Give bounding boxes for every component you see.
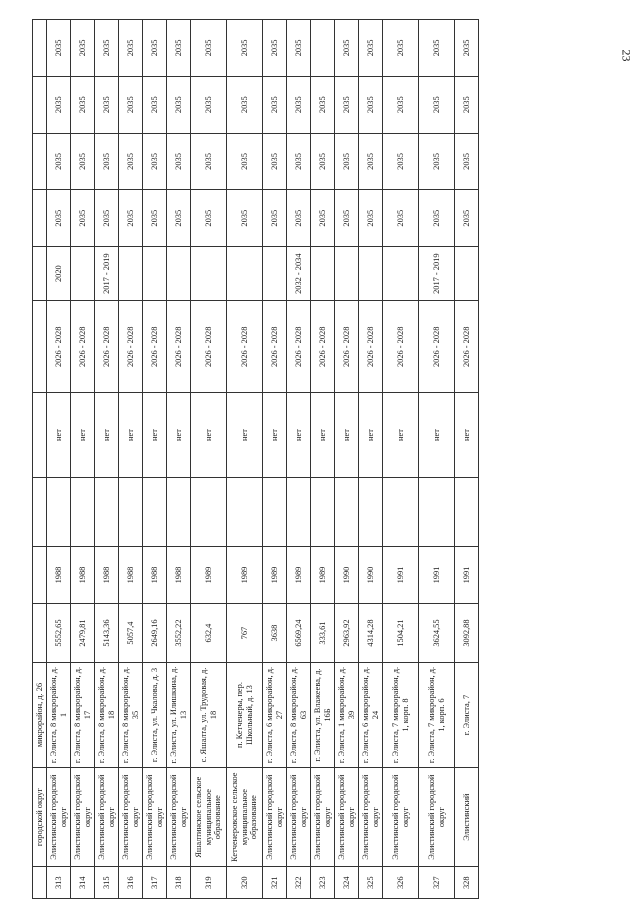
cell-year: 1988	[119, 547, 143, 604]
cell-special-period: 2017 - 2019	[419, 247, 455, 301]
table-row	[455, 20, 479, 899]
cell-year-1: 2035	[119, 190, 143, 247]
cell-year-3: 2035	[119, 76, 143, 133]
cell-period: 2026 - 2028	[455, 301, 479, 393]
cell-year: 1988	[143, 547, 167, 604]
cell-year: 1988	[71, 547, 95, 604]
cell-address: г. Элиста, 6 микрорайон, д. 24	[359, 663, 383, 768]
table-row	[263, 20, 287, 899]
cell-year-3: 2035	[95, 76, 119, 133]
cell-municipality: Кетченеровское сельское муниципальное образование	[227, 767, 263, 867]
housing-table	[32, 19, 479, 899]
cell-address: г. Элиста, ул. Влажеева, д. 16Б	[311, 663, 335, 768]
cell-year-1: 2035	[359, 190, 383, 247]
cell-period: 2026 - 2028	[263, 301, 287, 393]
cell-num: 323	[311, 867, 335, 899]
table-row	[359, 20, 383, 899]
table-row	[311, 20, 335, 899]
cell-special-period	[119, 247, 143, 301]
table-row	[419, 20, 455, 899]
cell-special-period	[143, 247, 167, 301]
cell-area: 3638	[263, 603, 287, 662]
cell-year-4: 2035	[263, 20, 287, 77]
cell-num	[33, 867, 47, 899]
cell-municipality: Элистинский городской округ	[311, 767, 335, 867]
cell-address: г. Элиста, 7 микрорайон, д. 1, корп. 6	[419, 663, 455, 768]
cell-area: 4314,28	[359, 603, 383, 662]
cell-address: г. Элиста, 6 микрорайон, д. 27	[263, 663, 287, 768]
cell-municipality: Яшалтинское сельское муниципальное образование	[191, 767, 227, 867]
table-row	[335, 20, 359, 899]
cell-flag: нет	[227, 393, 263, 477]
cell-num: 318	[167, 867, 191, 899]
table-row	[191, 20, 227, 899]
cell-flag: нет	[119, 393, 143, 477]
cell-blank	[263, 477, 287, 546]
cell-special-period	[311, 247, 335, 301]
cell-area: 5143,36	[95, 603, 119, 662]
cell-period: 2026 - 2028	[119, 301, 143, 393]
cell-area: 3552,22	[167, 603, 191, 662]
cell-special-period	[191, 247, 227, 301]
cell-year-2: 2035	[191, 133, 227, 190]
cell-municipality: Элистинский городской округ	[359, 767, 383, 867]
cell-year-3: 2035	[383, 76, 419, 133]
cell-special-period: 2020	[47, 247, 71, 301]
cell-year: 1991	[455, 547, 479, 604]
cell-area: 2479,81	[71, 603, 95, 662]
cell-area: 632,4	[191, 603, 227, 662]
cell-flag: нет	[263, 393, 287, 477]
cell-municipality: Элистинский городской округ	[287, 767, 311, 867]
cell-num: 327	[419, 867, 455, 899]
cell-num: 315	[95, 867, 119, 899]
table-row	[143, 20, 167, 899]
cell-municipality: Элистинский городской округ	[143, 767, 167, 867]
cell-year-3: 2035	[167, 76, 191, 133]
cell-municipality: Элистинский городской округ	[71, 767, 95, 867]
cell-flag: нет	[191, 393, 227, 477]
cell-year-4: 2035	[143, 20, 167, 77]
cell-year-4: 2035	[167, 20, 191, 77]
cell-year-3: 2035	[359, 76, 383, 133]
cell-area: 3092,88	[455, 603, 479, 662]
cell-municipality: Элистинский городской округ	[419, 767, 455, 867]
cell-municipality: Элистинский городской округ	[383, 767, 419, 867]
cell-address: г. Элиста, 8 микрорайон, д. 17	[71, 663, 95, 768]
cell-year: 1988	[47, 547, 71, 604]
table-row	[227, 20, 263, 899]
cell-year-1: 2035	[167, 190, 191, 247]
cell-year: 1989	[227, 547, 263, 604]
cell-flag: нет	[47, 393, 71, 477]
cell-num: 324	[335, 867, 359, 899]
cell-blank	[71, 477, 95, 546]
cell-num: 314	[71, 867, 95, 899]
cell-year-4: 2035	[455, 20, 479, 77]
cell-area: 2649,16	[143, 603, 167, 662]
cell-period: 2026 - 2028	[359, 301, 383, 393]
cell-year-3: 2035	[143, 76, 167, 133]
cell-flag: нет	[383, 393, 419, 477]
cell-year-3: 2035	[47, 76, 71, 133]
cell-blank	[359, 477, 383, 546]
cell-flag: нет	[335, 393, 359, 477]
cell-year-4: 2035	[287, 20, 311, 77]
cell-special-period: 2017 - 2019	[95, 247, 119, 301]
cell-year: 1988	[95, 547, 119, 604]
cell-blank	[455, 477, 479, 546]
cell-blank	[287, 477, 311, 546]
cell-flag: нет	[71, 393, 95, 477]
cell-num: 313	[47, 867, 71, 899]
cell-year-4: 2035	[359, 20, 383, 77]
cell-year-1: 2035	[311, 190, 335, 247]
cell-year: 1989	[263, 547, 287, 604]
cell-period: 2026 - 2028	[287, 301, 311, 393]
cell-blank	[191, 477, 227, 546]
cell-blank	[227, 477, 263, 546]
cell-year-3: 2035	[227, 76, 263, 133]
cell-year-1: 2035	[335, 190, 359, 247]
cell-area: 2963,92	[335, 603, 359, 662]
cell-year-2: 2035	[383, 133, 419, 190]
cell-year-1: 2035	[455, 190, 479, 247]
cell-num: 316	[119, 867, 143, 899]
cell-blank	[95, 477, 119, 546]
table-row-partial	[33, 20, 47, 899]
cell-year-2: 2035	[71, 133, 95, 190]
cell-period: 2026 - 2028	[419, 301, 455, 393]
table-row	[119, 20, 143, 899]
cell-year: 1990	[359, 547, 383, 604]
cell-flag: нет	[359, 393, 383, 477]
cell-year: 1990	[335, 547, 359, 604]
cell-address: г. Элиста, 1 микрорайон, д. 39	[335, 663, 359, 768]
cell-address: г. Элиста, 8 микрорайон, д. 63	[287, 663, 311, 768]
cell-year-3: 2035	[455, 76, 479, 133]
cell-special-period	[359, 247, 383, 301]
cell-area: 5057,4	[119, 603, 143, 662]
cell-municipality: Элистинский	[455, 767, 479, 867]
table-row	[167, 20, 191, 899]
cell-special-period	[71, 247, 95, 301]
cell-period: 2026 - 2028	[71, 301, 95, 393]
cell-period: 2026 - 2028	[191, 301, 227, 393]
cell-address: г. Элиста, 7	[455, 663, 479, 768]
cell-area: 767	[227, 603, 263, 662]
cell-year-4: 2035	[95, 20, 119, 77]
cell-num: 317	[143, 867, 167, 899]
cell-year: 1991	[383, 547, 419, 604]
cell-special-period: 2032 - 2034	[287, 247, 311, 301]
cell-special-period	[455, 247, 479, 301]
cell-municipality: Элистинский городской округ	[95, 767, 119, 867]
cell-year-3: 2035	[263, 76, 287, 133]
cell-address: г. Элиста, 7 микрорайон, д. 1, корп. 8	[383, 663, 419, 768]
cell-year-1: 2035	[227, 190, 263, 247]
cell-area: 5552,65	[47, 603, 71, 662]
cell-flag: нет	[95, 393, 119, 477]
cell-num: 325	[359, 867, 383, 899]
cell-num: 328	[455, 867, 479, 899]
cell-special-period	[383, 247, 419, 301]
cell-flag: нет	[455, 393, 479, 477]
cell-year-4: 2035	[335, 20, 359, 77]
cell-address: г. Элиста, ул. Илишкина, д. 13	[167, 663, 191, 768]
cell-year-1: 2035	[383, 190, 419, 247]
cell-year-1: 2035	[71, 190, 95, 247]
cell-year-3: 2035	[335, 76, 359, 133]
cell-address: г. Элиста, ул. Чкалова, д. 3	[143, 663, 167, 768]
cell-num: 326	[383, 867, 419, 899]
cell-year-3: 2035	[419, 76, 455, 133]
cell-municipality: Элистинский городской округ	[47, 767, 71, 867]
cell-area: 1504,21	[383, 603, 419, 662]
cell-year-1: 2035	[143, 190, 167, 247]
cell-special-period	[227, 247, 263, 301]
cell-year-4	[311, 20, 335, 77]
cell-period: 2026 - 2028	[335, 301, 359, 393]
cell-blank	[47, 477, 71, 546]
cell-period: 2026 - 2028	[167, 301, 191, 393]
cell-period: 2026 - 2028	[143, 301, 167, 393]
cell-year-1: 2035	[191, 190, 227, 247]
cell-year: 1988	[167, 547, 191, 604]
cell-year-2: 2035	[311, 133, 335, 190]
cell-blank	[335, 477, 359, 546]
cell-year-2: 2035	[419, 133, 455, 190]
cell-flag: нет	[287, 393, 311, 477]
cell-year-1: 2035	[263, 190, 287, 247]
cell-area: 333,61	[311, 603, 335, 662]
cell-year-2: 2035	[95, 133, 119, 190]
cell-address: с. Яшалта, ул. Трудовая, д. 18	[191, 663, 227, 768]
cell-period: 2026 - 2028	[311, 301, 335, 393]
cell-year-2: 2035	[263, 133, 287, 190]
table-row	[287, 20, 311, 899]
cell-year-3: 2035	[191, 76, 227, 133]
cell-year-2: 2035	[455, 133, 479, 190]
table-row	[95, 20, 119, 899]
cell-period: 2026 - 2028	[47, 301, 71, 393]
cell-year-1: 2035	[47, 190, 71, 247]
cell-year-1: 2035	[287, 190, 311, 247]
cell-municipality: Элистинский городской округ	[335, 767, 359, 867]
cell-num: 320	[227, 867, 263, 899]
page-number: 23	[619, 49, 634, 62]
cell-municipality: Элистинский городской округ	[119, 767, 143, 867]
table-row	[71, 20, 95, 899]
cell-year: 1989	[311, 547, 335, 604]
cell-year-1: 2035	[419, 190, 455, 247]
cell-year-2: 2035	[167, 133, 191, 190]
cell-area: 6569,24	[287, 603, 311, 662]
cell-area: 3624,55	[419, 603, 455, 662]
cell-blank	[167, 477, 191, 546]
cell-municipality: городской округ	[33, 767, 47, 867]
cell-address: г. Элиста, 8 микрорайон, д. 35	[119, 663, 143, 768]
cell-flag: нет	[419, 393, 455, 477]
cell-blank	[419, 477, 455, 546]
cell-period: 2026 - 2028	[227, 301, 263, 393]
cell-blank	[311, 477, 335, 546]
cell-municipality: Элистинский городской округ	[167, 767, 191, 867]
cell-num: 321	[263, 867, 287, 899]
cell-blank	[383, 477, 419, 546]
cell-special-period	[335, 247, 359, 301]
cell-blank	[119, 477, 143, 546]
cell-year-3: 2035	[287, 76, 311, 133]
cell-period: 2026 - 2028	[95, 301, 119, 393]
cell-year-2: 2035	[359, 133, 383, 190]
cell-year-4: 2035	[191, 20, 227, 77]
table-row	[383, 20, 419, 899]
cell-address: г. Элиста, 8 микрорайон, д. 1	[47, 663, 71, 768]
table-row	[47, 20, 71, 899]
cell-flag: нет	[311, 393, 335, 477]
cell-year-2: 2035	[227, 133, 263, 190]
cell-address: г. Элиста, 8 микрорайон, д. 18	[95, 663, 119, 768]
cell-year-3: 2035	[311, 76, 335, 133]
cell-year-4: 2035	[71, 20, 95, 77]
cell-year-2: 2035	[335, 133, 359, 190]
cell-year-4: 2035	[227, 20, 263, 77]
cell-year: 1991	[419, 547, 455, 604]
cell-year-3: 2035	[71, 76, 95, 133]
cell-year-2: 2035	[119, 133, 143, 190]
cell-special-period	[263, 247, 287, 301]
cell-year-2: 2035	[47, 133, 71, 190]
cell-year-1: 2035	[95, 190, 119, 247]
cell-municipality: Элистинский городской округ	[263, 767, 287, 867]
cell-blank	[143, 477, 167, 546]
cell-special-period	[167, 247, 191, 301]
cell-year-4: 2035	[383, 20, 419, 77]
cell-year-4: 2035	[47, 20, 71, 77]
cell-flag: нет	[143, 393, 167, 477]
cell-num: 319	[191, 867, 227, 899]
cell-year: 1989	[191, 547, 227, 604]
cell-year-2: 2035	[287, 133, 311, 190]
cell-address: микрорайон, д. 26	[33, 663, 47, 768]
cell-year-4: 2035	[119, 20, 143, 77]
cell-flag: нет	[167, 393, 191, 477]
cell-num: 322	[287, 867, 311, 899]
cell-address: п. Кетченеры, пер. Школьный, д. 13	[227, 663, 263, 768]
cell-year: 1989	[287, 547, 311, 604]
cell-year-2: 2035	[143, 133, 167, 190]
cell-period: 2026 - 2028	[383, 301, 419, 393]
cell-year-4: 2035	[419, 20, 455, 77]
